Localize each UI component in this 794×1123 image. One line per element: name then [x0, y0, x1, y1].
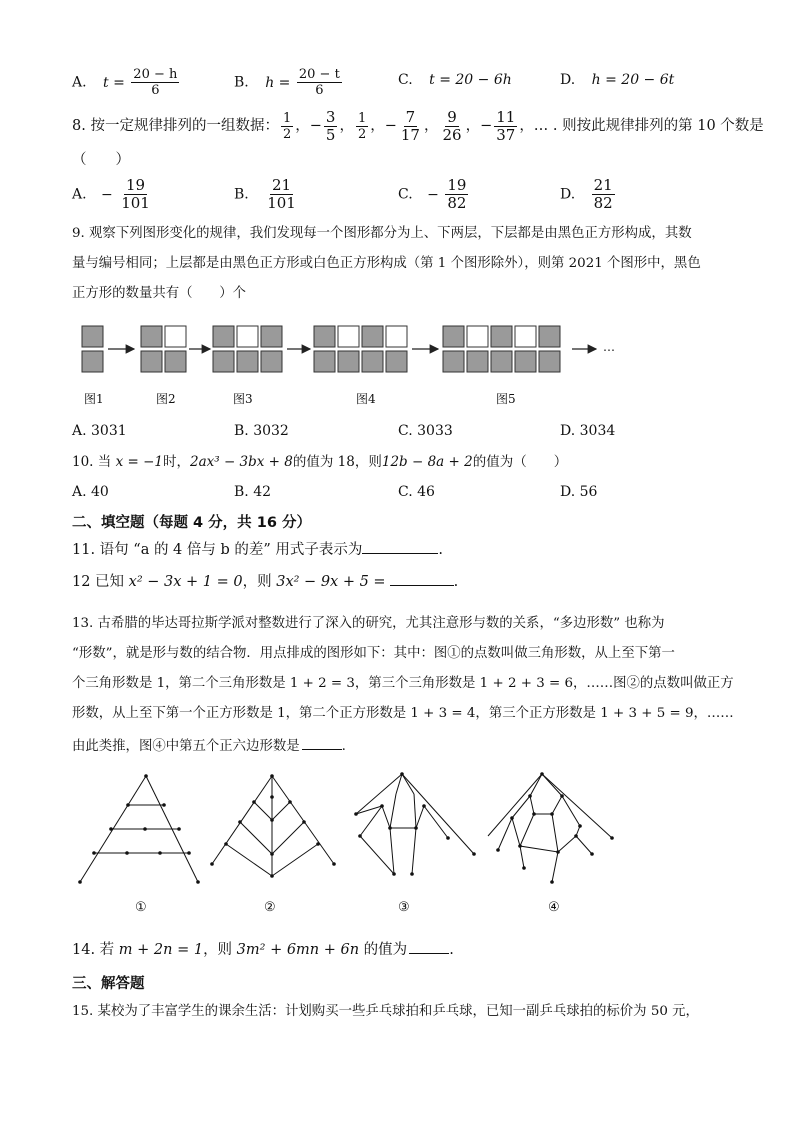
q10-option-a: A. 40: [72, 484, 109, 500]
section-fill-in-title: 二、填空题（每题 4 分，共 16 分）: [72, 515, 311, 531]
q9-square-pattern-figure: [76, 322, 716, 378]
q13-polygonal-number-figures: [72, 772, 632, 892]
q8-option-d: D. $\frac{21}{82}$: [560, 176, 613, 212]
square-number-figure: [212, 776, 334, 876]
q8-term-3: $\frac{1}{2}$: [357, 110, 367, 142]
q9-option-b: B. 3032: [234, 423, 289, 439]
figure-5: [443, 326, 560, 372]
q9-option-c: C. 3033: [398, 423, 453, 439]
q13-line-5: 由此类推，图④中第五个正六边形数是 .: [72, 736, 346, 757]
q8-term-5: $\frac{9}{26}$: [442, 107, 462, 144]
q8-paren: （ ）: [72, 152, 130, 168]
q9-figure-label-5: 图5: [496, 392, 516, 406]
q7-option-b: B. h = $\frac{20 - t}{6}$: [234, 67, 340, 98]
q13-figure-label-1: ①: [135, 900, 147, 915]
figure-2: [141, 326, 186, 372]
q9-ellipsis: …: [603, 340, 615, 354]
hexagon-number-figure: [488, 774, 612, 882]
figure-1: [82, 326, 103, 372]
q11-answer-blank[interactable]: [362, 540, 438, 554]
q9-figure-label-2: 图2: [156, 392, 176, 406]
q7-option-c: C. t = 20 − 6h: [398, 72, 512, 88]
q9-figure-label-4: 图4: [356, 392, 376, 406]
q14: 14. 若 m + 2n = 1，则 3m² + 6mn + 6n 的值为 .: [72, 942, 454, 958]
q10-option-b: B. 42: [234, 484, 272, 500]
q10-options: [72, 484, 732, 504]
q9-line-1: 9. 观察下列图形变化的规律，我们发现每一个图形都分为上、下两层，下层都是由黑色正方形构成，其数: [72, 226, 692, 241]
q9-option-a: A. 3031: [72, 423, 127, 439]
q14-answer-blank[interactable]: [409, 940, 449, 954]
q7-option-a: A. t = $\frac{20 - h}{6}$: [72, 67, 178, 98]
q13-figure-label-4: ④: [548, 900, 560, 915]
q9-line-2: 量与编号相同；上层都是由黑色正方形或白色正方形构成（第 1 个图形除外），则第 2021 个图形中，黑色: [72, 256, 701, 271]
pentagon-number-figure: [356, 774, 474, 874]
q10-option-d: D. 56: [560, 484, 598, 500]
figure-4: [314, 326, 407, 372]
q9-option-d: D. 3034: [560, 423, 616, 439]
q8-stem: 8. 按一定规律排列的一组数据： $\frac{1}{2}$ ， − $\frac{3}{5}$ ， $\frac{1}{2}$ ， − $\frac{7}{17}$ ， $\frac{9}{26}$ ， − $\frac{11}{37}$ ，… . 则按此规律排列的第 10 个数是: [72, 107, 764, 144]
q8-term-6: $\frac{11}{37}$: [496, 107, 516, 144]
q9-figure-label-1: 图1: [84, 392, 104, 406]
q10-stem: 10. 当 x = −1时，2ax³ − 3bx + 8的值为 18，则12b − 8a + 2的值为（ ）: [72, 454, 568, 470]
q8-term-4: $\frac{7}{17}$: [400, 107, 420, 144]
q13-line-2: “形数”，就是形与数的结合物．用点排成的图形如下：其中：图①的点数叫做三角形数，从上至下第一: [72, 646, 675, 661]
q11: 11. 语句 “a 的 4 倍与 b 的差” 用式子表示为 .: [72, 542, 444, 558]
q7-options: [72, 62, 732, 102]
q13-figure-label-3: ③: [398, 900, 410, 915]
q13-line-4: 形数，从上至下第一个正方形数是 1，第二个正方形数是 1 + 3 = 4，第三个正方形数是 1 + 3 + 5 = 9，……: [72, 706, 734, 721]
q9-figure-label-3: 图3: [233, 392, 253, 406]
q13-line-3: 个三角形数是 1，第二个三角形数是 1 + 2 = 3，第三个三角形数是 1 + 2 + 3 = 6，……图②的点数叫做正方: [72, 676, 734, 691]
q15-line-1: 15. 某校为了丰富学生的课余生活：计划购买一些乒乓球拍和乒乓球，已知一副乒乓球拍的标价为 50 元，: [72, 1004, 699, 1019]
q9-line-3: 正方形的数量共有（ ）个: [72, 286, 247, 301]
q8-options: [72, 176, 732, 218]
q10-option-c: C. 46: [398, 484, 435, 500]
q13-answer-blank[interactable]: [302, 736, 342, 750]
figure-3: [213, 326, 282, 372]
q8-option-c: C. − $\frac{19}{82}$: [398, 176, 467, 212]
q9-options: [72, 423, 732, 443]
q8-option-b: B. $\frac{21}{101}$: [234, 176, 296, 212]
section-solutions-title: 三、解答题: [72, 976, 145, 992]
q13-figure-label-2: ②: [264, 900, 276, 915]
q12: 12 已知 x² − 3x + 1 = 0，则 3x² − 9x + 5 = .: [72, 574, 459, 590]
q13-line-1: 13. 古希腊的毕达哥拉斯学派对整数进行了深入的研究，尤其注意形与数的关系，“多边形数” 也称为: [72, 616, 665, 631]
q8-term-1: $\frac{1}{2}$: [282, 110, 292, 142]
q8-option-a: A. − $\frac{19}{101}$: [72, 176, 150, 212]
q7-option-d: D. h = 20 − 6t: [560, 72, 675, 88]
q8-term-2: $\frac{3}{5}$: [325, 107, 336, 144]
square-number-dots: [210, 774, 336, 878]
q12-answer-blank[interactable]: [390, 572, 454, 586]
